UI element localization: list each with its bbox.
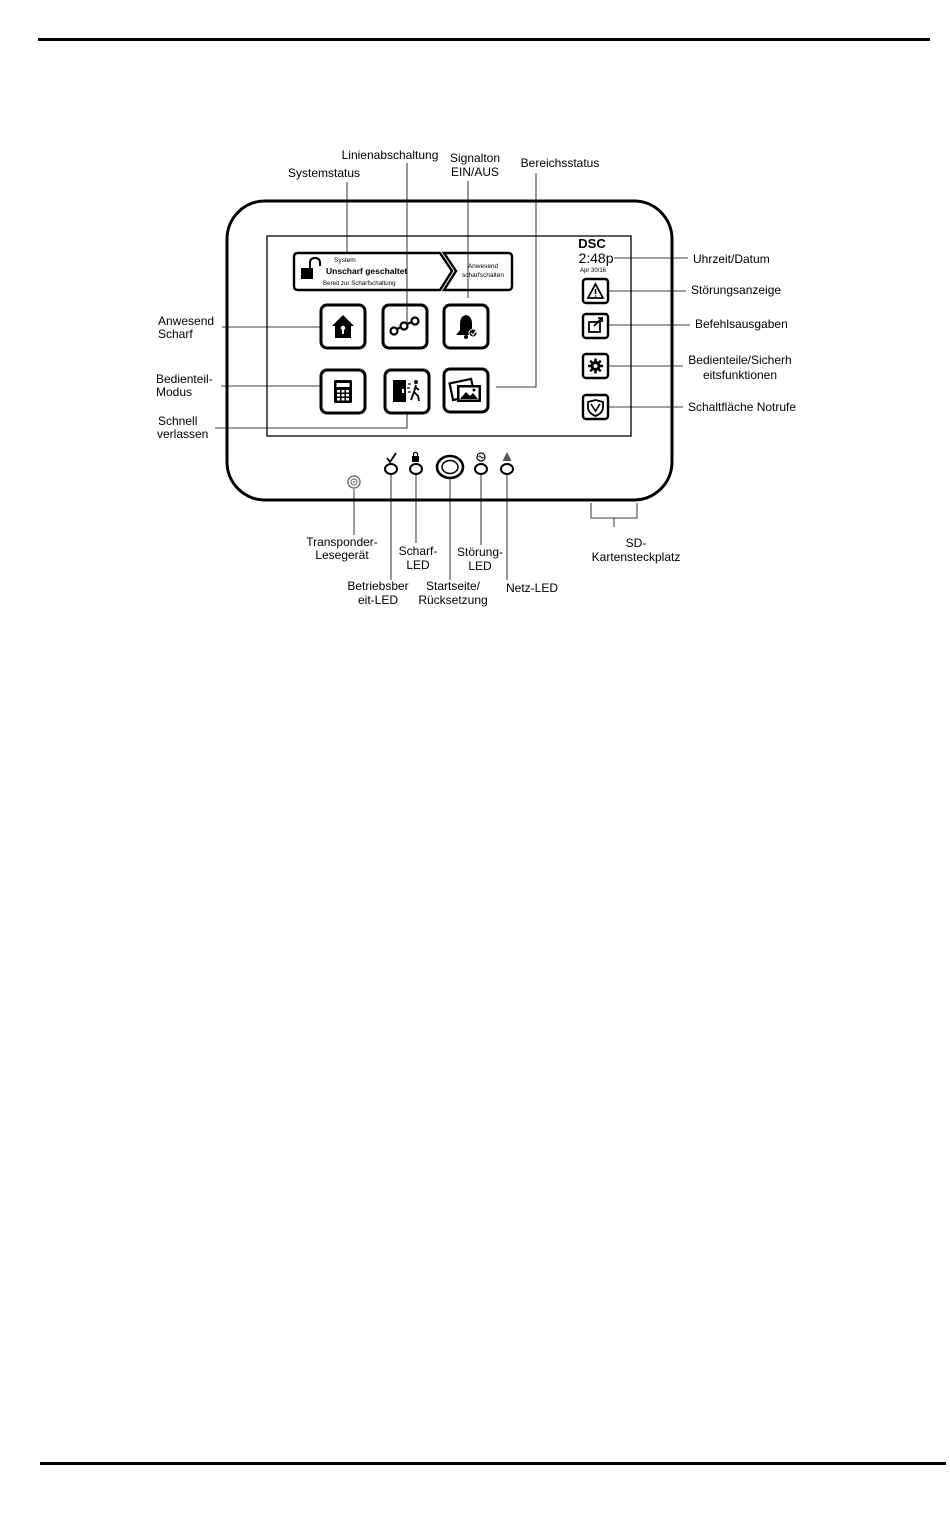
emergency-button[interactable] xyxy=(583,395,608,419)
label-bedienteile-1: Bedienteile/Sicherh xyxy=(688,353,792,367)
clock-date: Apr 30/16 xyxy=(579,268,607,274)
gear-icon xyxy=(588,359,603,374)
keypad-icon xyxy=(334,380,352,403)
outputs-button[interactable] xyxy=(583,314,608,338)
label-betrieb-2: eit-LED xyxy=(357,593,399,607)
trouble-button[interactable] xyxy=(583,279,608,303)
label-linienabschaltung: Linienabschaltung xyxy=(341,148,439,162)
label-anwesend-2: Scharf xyxy=(158,327,193,341)
brand-logo: DSC xyxy=(578,236,606,251)
label-signalton-1: Signalton xyxy=(449,151,501,165)
label-sd-2: Kartensteckplatz xyxy=(591,550,681,564)
label-befehlsausgaben: Befehlsausgaben xyxy=(695,317,788,331)
arm-label-2: scharfschalten xyxy=(462,272,504,279)
label-schnell-2: verlassen xyxy=(157,427,209,441)
label-signalton-2: EIN/AUS xyxy=(450,165,500,179)
label-stoerung-led-1: Störung- xyxy=(456,545,504,559)
arm-label-1: Anwesend xyxy=(467,263,499,270)
options-button[interactable] xyxy=(583,354,608,378)
label-bedienteilmodus-2: Modus xyxy=(156,385,193,399)
label-bedienteile-2: eitsfunktionen xyxy=(702,368,778,382)
bypass-button[interactable] xyxy=(383,305,427,348)
label-bedienteilmodus-1: Bedienteil- xyxy=(156,372,213,386)
prox-tag-reader xyxy=(348,476,360,488)
label-stoerungsanzeige: Störungsanzeige xyxy=(691,283,782,297)
status-sub: Bereit zur Scharfschaltung xyxy=(323,280,396,287)
label-uhrzeit: Uhrzeit/Datum xyxy=(693,252,770,266)
pictures-button[interactable] xyxy=(444,369,488,412)
label-transponder-2: Lesegerät xyxy=(315,548,369,562)
quick-exit-button[interactable] xyxy=(385,370,429,413)
label-transponder-1: Transponder- xyxy=(306,535,378,549)
home-reset-button[interactable] xyxy=(437,456,463,478)
label-systemstatus: Systemstatus xyxy=(287,166,361,180)
label-anwesend-1: Anwesend xyxy=(158,314,215,328)
label-bereichsstatus: Bereichsstatus xyxy=(520,156,600,170)
label-sd-1: SD- xyxy=(625,536,647,550)
stay-arm-button[interactable] xyxy=(321,305,365,348)
label-startseite-1: Startseite/ xyxy=(425,579,481,593)
label-schnell-1: Schnell xyxy=(158,414,198,428)
status-title: System xyxy=(334,257,356,264)
label-scharf-led-2: LED xyxy=(406,558,430,572)
label-notrufe: Schaltfläche Notrufe xyxy=(688,400,797,414)
label-stoerung-led-2: LED xyxy=(468,559,492,573)
label-betrieb-1: Betriebsber xyxy=(347,579,409,593)
label-startseite-2: Rücksetzung xyxy=(418,593,488,607)
label-netz-led: Netz-LED xyxy=(505,581,559,595)
chime-button[interactable] xyxy=(444,305,488,348)
label-scharf-led-1: Scharf- xyxy=(398,544,438,558)
system-status-bar[interactable] xyxy=(294,253,512,290)
status-main: Unscharf geschaltet xyxy=(326,266,408,276)
keypad-mode-button[interactable] xyxy=(321,370,365,413)
clock-time: 2:48p xyxy=(578,250,614,266)
